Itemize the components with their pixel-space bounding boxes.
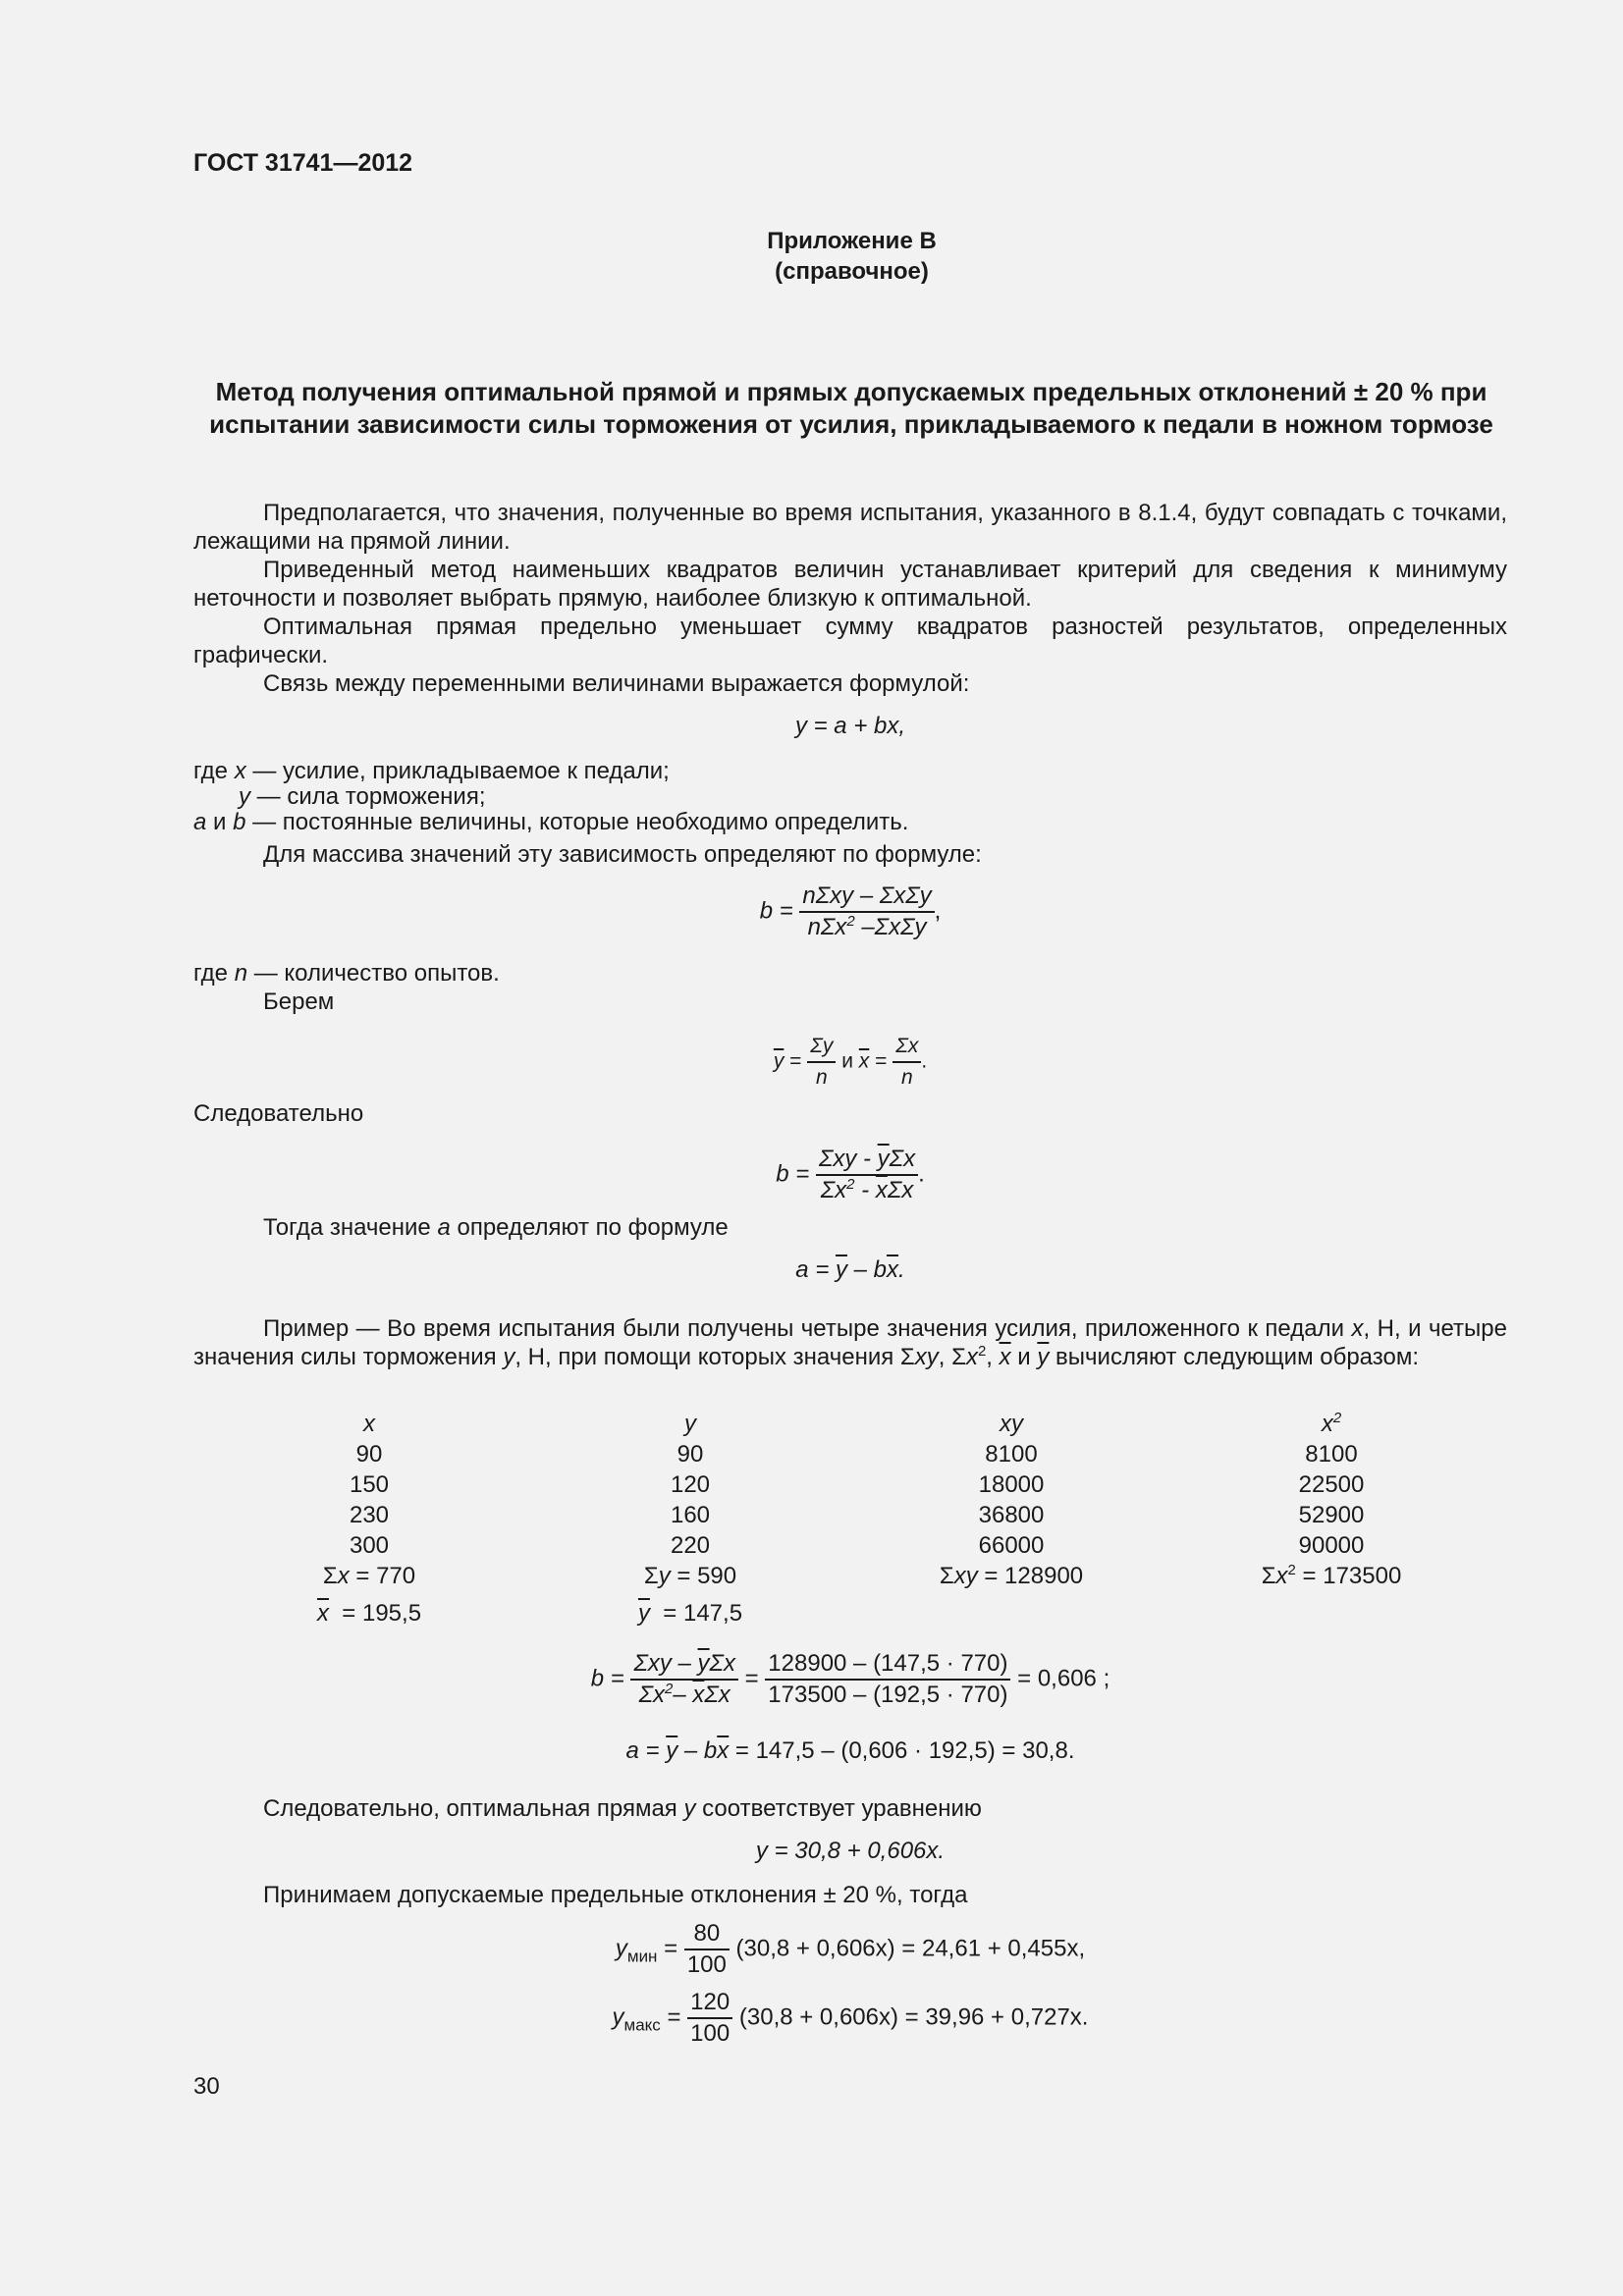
where-x: где x — усилие, прикладываемое к педали; bbox=[193, 758, 670, 784]
take-label: Берем bbox=[263, 988, 335, 1015]
table-cell: 220 bbox=[670, 1532, 711, 1559]
formula-ymax: $y_{макс}$ = $\frac{120}{100}$ (30,8 + 0,606x) = 39,96 + 0,727x. bbox=[612, 1989, 1089, 2047]
paragraph-3: Оптимальная прямая предельно уменьшает сумму квадратов разностей результатов, определенных графически. bbox=[193, 614, 1507, 668]
table-header-x2: $x^2$ bbox=[1321, 1410, 1342, 1437]
example-paragraph: Пример — Во время испытания были получены четыре значения усилия, приложенного к педали x, Н, и четыре значения силы торможения y, Н, при помощи которых значения Σxy, $\Sigma x^2$, $\overline{x}$ и $\overline{y}$ вычисляют следующим образом: bbox=[193, 1315, 1507, 1370]
table-cell: 120 bbox=[670, 1471, 711, 1498]
table-cell: 22500 bbox=[1298, 1471, 1365, 1498]
formula-b-general: b = $\frac{\text{nΣxy – ΣxΣy}}{n\Sigma x^2 -\Sigma x\Sigma y}$ , bbox=[759, 882, 942, 940]
table-cell: 230 bbox=[349, 1502, 390, 1528]
document-id: ГОСТ 31741—2012 bbox=[193, 149, 413, 177]
table-cell: 90 bbox=[676, 1441, 704, 1468]
table-sum-x: Σx = 770 bbox=[322, 1563, 416, 1589]
therefore-optimal: Следовательно, оптимальная прямая y соответствует уравнению bbox=[263, 1795, 982, 1822]
page-number: 30 bbox=[193, 2073, 220, 2100]
table-cell: 90 bbox=[355, 1441, 383, 1468]
table-sum-y: Σy = 590 bbox=[643, 1563, 737, 1589]
n-definition: где n — количество опытов. bbox=[193, 960, 500, 987]
annex-type: (справочное) bbox=[775, 258, 929, 285]
table-cell: 300 bbox=[349, 1532, 390, 1559]
fraction: $\frac{\Sigma x}{n}$ bbox=[893, 1032, 921, 1093]
table-cell: 66000 bbox=[978, 1532, 1045, 1559]
table-cell: 8100 bbox=[985, 1441, 1038, 1468]
calculation-b: b = $\frac{\Sigma xy - \overline{y}\Sigma x}{\Sigma x^2- \overline{x}\Sigma x}$ = $\frac{128900 - (147,5 \cdot 770)}{173500 - (192,5 \cdot 770)}$ = 0,606 ; bbox=[590, 1650, 1110, 1708]
formula-means: $\overline{y}$ = $\frac{\Sigma y}{n}$ и $\overline{x}$ = $\frac{\Sigma x}{n}$ . bbox=[193, 1032, 1507, 1093]
paragraph-4: Связь между переменными величинами выражается формулой: bbox=[263, 670, 970, 697]
then-a-line: Тогда значение a определяют по формуле bbox=[263, 1214, 729, 1241]
table-header-xy: xy bbox=[1000, 1411, 1023, 1437]
table-cell: 150 bbox=[349, 1471, 390, 1498]
table-mean-y: $\overline{y} = 147,5$ bbox=[637, 1600, 743, 1627]
calculation-a: $a = \overline{y} - b\overline{x} = 147,5 - (0,606 \cdot 192,5) = 30,8$. bbox=[625, 1737, 1075, 1764]
therefore-label: Следовательно bbox=[193, 1100, 364, 1127]
table-cell: 52900 bbox=[1298, 1502, 1365, 1528]
table-sum-x2: $\Sigma x^2 = 173500$ bbox=[1261, 1562, 1402, 1589]
where-ab: a и b — постоянные величины, которые необходимо определить. bbox=[193, 809, 909, 835]
paragraph-1: Предполагается, что значения, полученные во время испытания, указанного в 8.1.4, будут совпадать с точками, лежащими на прямой линии. bbox=[193, 500, 1507, 555]
table-sum-xy: Σxy = 128900 bbox=[939, 1563, 1084, 1589]
fraction: $\frac{120}{100}$ bbox=[687, 1988, 732, 2049]
tolerance-line: Принимаем допускаемые предельные отклонения ± 20 %, тогда bbox=[263, 1882, 968, 1908]
table-header-y: y bbox=[684, 1411, 696, 1437]
table-cell: 160 bbox=[670, 1502, 711, 1528]
annex-heading bbox=[0, 226, 1623, 287]
table-cell: 36800 bbox=[978, 1502, 1045, 1528]
formula-optimal-line: y = 30,8 + 0,606x. bbox=[755, 1838, 946, 1864]
fraction: $\frac{\Sigma y}{n}$ bbox=[807, 1032, 836, 1093]
table-cell: 90000 bbox=[1298, 1532, 1365, 1559]
paragraph-5: Для массива значений эту зависимость определяют по формуле: bbox=[263, 841, 982, 868]
table-cell: 18000 bbox=[978, 1471, 1045, 1498]
formula-b-simplified: b = $\frac{\Sigma xy - \overline{y}\Sigma x}{\Sigma x^2 - \overline{x}\Sigma x}$ . bbox=[776, 1146, 925, 1203]
paragraph-2: Приведенный метод наименьших квадратов величин устанавливает критерий для сведения к минимуму неточности и позволяет выбрать прямую, наиболее близкую к оптимальной. bbox=[193, 557, 1507, 612]
fraction: $\frac{80}{100}$ bbox=[684, 1919, 730, 1980]
fraction: $\frac{\Sigma xy - \overline{y}\Sigma x}{\Sigma x^2- \overline{x}\Sigma x}$ bbox=[630, 1649, 737, 1710]
fraction: $\frac{\Sigma xy - \overline{y}\Sigma x}{\Sigma x^2 - \overline{x}\Sigma x}$ bbox=[816, 1145, 918, 1205]
table-mean-x: $\overline{x} = 195,5$ bbox=[316, 1600, 422, 1627]
fraction: $\frac{\text{nΣxy – ΣxΣy}}{n\Sigma x^2 -\Sigma x\Sigma y}$ bbox=[799, 881, 934, 942]
where-y: y — сила торможения; bbox=[239, 783, 486, 810]
section-title: Метод получения оптимальной прямой и прямых допускаемых предельных отклонений ± 20 % при испытании зависимости силы торможения от усилия, прикладываемого к педали в ножном тормозе bbox=[209, 377, 1493, 439]
table-header-x: x bbox=[363, 1411, 375, 1437]
table-cell: 8100 bbox=[1305, 1441, 1358, 1468]
formula-linear: y = a + bx, bbox=[794, 713, 906, 739]
formula-ymin: $y_{мин}$ = $\frac{80}{100}$ (30,8 + 0,606x) = 24,61 + 0,455x, bbox=[615, 1920, 1086, 1978]
fraction: $\frac{128900 - (147,5 \cdot 770)}{173500 - (192,5 \cdot 770)}$ bbox=[765, 1649, 1010, 1710]
annex-label: Приложение В bbox=[767, 228, 937, 254]
formula-a: $a = \overline{y} - b\overline{x}$. bbox=[795, 1256, 905, 1283]
